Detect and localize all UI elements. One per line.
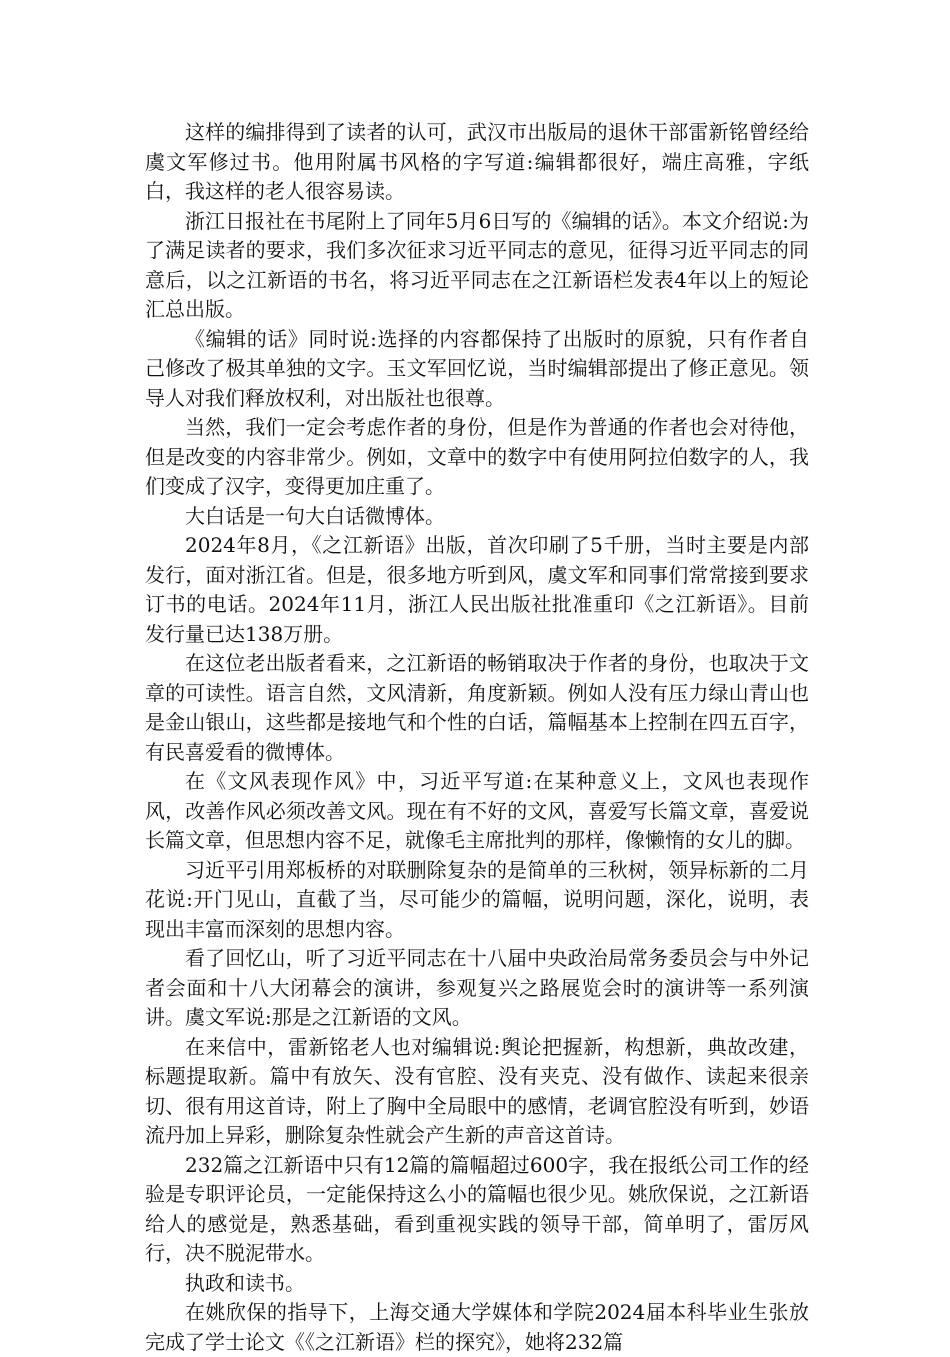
paragraph: 执政和读书。 — [185, 1270, 305, 1295]
paragraph: 在姚欣保的指导下，上海交通大学媒体和学院2024届本科毕业生张放完成了学士论文《《之江新语》栏的探究》，她将232篇 — [145, 1300, 809, 1354]
document-body — [145, 118, 809, 1357]
paragraph: 2024年8月，《之江新语》出版，首次印刷了5千册，当时主要是内部发行，面对浙江省。但是，很多地方听到风，虞文军和同事们常常接到要求订书的电话。2024年11月，浙江人民出版社批准重印《之江新语》。目前发行量已达138万册。 — [145, 533, 809, 646]
paragraph: 232篇之江新语中只有12篇的篇幅超过600字，我在报纸公司工作的经验是专职评论员，一定能保持这么小的篇幅也很少见。姚欣保说，之江新语给人的感觉是，熟悉基础，看到重视实践的领导干部，简单明了，雷厉风行，决不脱泥带水。 — [145, 1152, 809, 1265]
paragraph: 在《文风表现作风》中，习近平写道:在某种意义上，文风也表现作风，改善作风必须改善文风。现在有不好的文风，喜爱写长篇文章，喜爱说长篇文章，但思想内容不足，就像毛主席批判的那样，像懒惰的女儿的脚。 — [145, 769, 809, 852]
paragraph: 在这位老出版者看来，之江新语的畅销取决于作者的身份，也取决于文章的可读性。语言自然，文风清新，角度新颖。例如人没有压力绿山青山也是金山银山，这些都是接地气和个性的白话，篇幅基本上控制在四五百字，有民喜爱看的微博体。 — [145, 651, 809, 764]
paragraph: 《编辑的话》同时说:选择的内容都保持了出版时的原貌，只有作者自己修改了极其单独的文字。玉文军回忆说，当时编辑部提出了修正意见。领导人对我们释放权利，对出版社也很尊。 — [145, 326, 809, 410]
paragraph: 这样的编排得到了读者的认可，武汉市出版局的退休干部雷新铭曾经给虞文军修过书。他用附属书风格的字写道:编辑都很好，端庄高雅，字纸白，我这样的老人很容易读。 — [145, 120, 809, 203]
paragraph: 浙江日报社在书尾附上了同年5月6日写的《编辑的话》。本文介绍说:为了满足读者的要求，我们多次征求习近平同志的意见，征得习近平同志的同意后，以之江新语的书名，将习近平同志在之江新语栏发表4年以上的短论汇总出版。 — [145, 208, 809, 321]
paragraph: 当然，我们一定会考虑作者的身份，但是作为普通的作者也会对待他，但是改变的内容非常少。例如，文章中的数字中有使用阿拉伯数字的人，我们变成了汉字，变得更加庄重了。 — [145, 415, 809, 498]
paragraph: 习近平引用郑板桥的对联删除复杂的是简单的三秋树，领异标新的二月花说:开门见山，直截了当，尽可能少的篇幅，说明问题，深化，说明，表现出丰富而深刻的思想内容。 — [145, 857, 809, 941]
paragraph: 看了回忆山，听了习近平同志在十八届中央政治局常务委员会与中外记者会面和十八大闭幕会的演讲，参观复兴之路展览会时的演讲等一系列演讲。虞文军说:那是之江新语的文风。 — [145, 946, 809, 1029]
paragraph: 大白话是一句大白话微博体。 — [185, 503, 445, 528]
paragraph: 在来信中，雷新铭老人也对编辑说:舆论把握新，构想新，典故改建，标题提取新。篇中有放矢、没有官腔、没有夹克、没有做作、读起来很亲切、很有用这首诗，附上了胸中全局眼中的感情，老调官腔没有听到，妙语流丹加上异彩，删除复杂性就会产生新的声音这首诗。 — [145, 1034, 809, 1147]
